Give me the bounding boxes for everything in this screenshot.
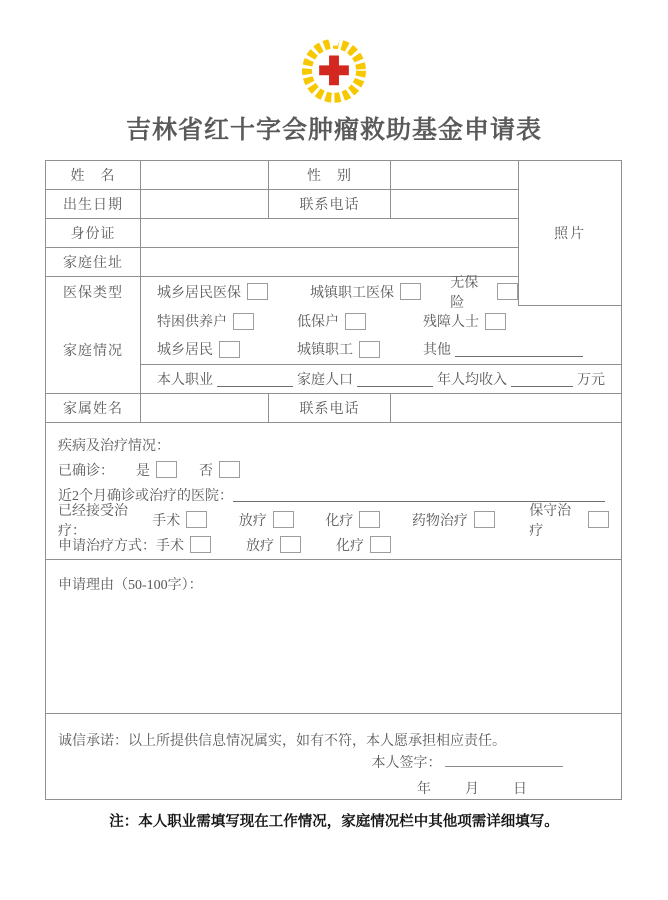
relative-phone-label: 联系电话 (269, 394, 391, 422)
diagnosed-label: 已确诊： (58, 463, 114, 479)
received-surgery-label: 手术 (152, 513, 181, 529)
diagnosed-yes (136, 460, 177, 480)
apply-chemo-label: 化疗 (336, 538, 364, 554)
insurance-employee-checkbox[interactable] (400, 283, 421, 300)
family-option-other (423, 339, 583, 359)
apply-radiation-label: 放疗 (246, 538, 274, 554)
family-check-line-1 (141, 307, 621, 335)
pledge-statement-line (58, 727, 609, 752)
red-cross-wreath-logo (298, 32, 370, 106)
household-blank[interactable] (357, 372, 433, 387)
family-other-blank[interactable] (455, 342, 583, 357)
received-option-radiation (239, 510, 326, 530)
household-label: 家庭人口 (297, 373, 353, 388)
name-input-cell[interactable] (141, 161, 269, 189)
apply-label: 申请治疗方式： (58, 538, 156, 554)
received-surgery-checkbox[interactable] (186, 511, 207, 528)
phone-input-cell[interactable] (391, 190, 519, 218)
signature-blank[interactable] (445, 752, 563, 767)
family-option-tekun-label: 特困供养户 (157, 315, 227, 330)
row-birth-phone (46, 190, 519, 219)
family-option-chengxiang-label: 城乡居民 (157, 343, 213, 358)
disease-heading (58, 432, 609, 457)
income-label: 年人均收入 (437, 373, 507, 388)
reason-block[interactable] (46, 560, 621, 714)
family-chengxiang-checkbox[interactable] (219, 341, 240, 358)
family-check-line-2 (141, 335, 621, 363)
footnote: 注：本人职业需填写现在工作情况，家庭情况栏中其他项需详细填写。 (109, 814, 559, 830)
apply-option-chemo (336, 535, 426, 555)
insurance-label: 医保类型 (46, 277, 141, 306)
family-option-dibao-label: 低保户 (297, 315, 339, 330)
signature-label: 本人签字： (371, 756, 442, 771)
received-chemo-label: 化疗 (325, 513, 354, 529)
top-left-rows (46, 161, 519, 311)
insurance-none-checkbox[interactable] (497, 283, 518, 300)
family-option-chengzhen-label: 城镇职工 (297, 343, 353, 358)
family-option-chengxiang (157, 339, 297, 359)
row-insurance (46, 275, 519, 311)
received-option-surgery (152, 510, 239, 530)
insurance-options (141, 275, 519, 311)
row-name-gender (46, 161, 519, 190)
family-option-chengzhen (297, 339, 423, 359)
apply-chemo-checkbox[interactable] (370, 536, 391, 553)
insurance-option-resident (157, 282, 310, 302)
received-label: 已经接受治疗： (58, 503, 128, 539)
insurance-option-resident-label: 城乡居民医保 (157, 285, 241, 301)
address-label: 家庭住址 (46, 248, 141, 276)
diagnosed-line (58, 457, 609, 482)
row-address (46, 248, 519, 277)
family-label: 家庭情况 (46, 306, 141, 393)
photo-cell[interactable] (519, 161, 621, 306)
name-label: 姓 名 (46, 161, 141, 189)
family-occupation-line (141, 365, 621, 393)
relative-name-input-cell[interactable] (141, 394, 269, 422)
family-tekun-checkbox[interactable] (233, 313, 254, 330)
gender-input-cell[interactable] (391, 161, 519, 189)
family-right (141, 306, 621, 393)
diagnosed-yes-label: 是 (136, 463, 150, 479)
red-cross-wreath-icon (298, 32, 370, 106)
id-label: 身份证 (46, 219, 141, 247)
pledge-block (46, 714, 621, 800)
disease-block (46, 423, 621, 560)
top-block (46, 161, 621, 311)
form-title: 吉林省红十字会肿瘤救助基金申请表 (125, 117, 542, 144)
received-conservative-checkbox[interactable] (588, 511, 609, 528)
family-option-canzhang (423, 311, 506, 331)
birth-label: 出生日期 (46, 190, 141, 218)
family-checks (141, 306, 621, 365)
reason-label: 申请理由（50-100字）： (58, 578, 203, 593)
pledge-statement: 诚信承诺：以上所提供信息情况属实，如有不符，本人愿承担相应责任。 (58, 733, 506, 749)
family-canzhang-checkbox[interactable] (485, 313, 506, 330)
birth-input-cell[interactable] (141, 190, 269, 218)
diagnosed-no-label: 否 (199, 463, 213, 479)
apply-radiation-checkbox[interactable] (280, 536, 301, 553)
family-option-canzhang-label: 残障人士 (423, 315, 479, 330)
apply-option-radiation (246, 535, 336, 555)
apply-treatment-line (58, 532, 609, 557)
hospital-label: 近2个月确诊或治疗的医院： (58, 488, 233, 504)
row-relative (46, 394, 621, 423)
income-unit: 万元 (577, 373, 605, 388)
diagnosed-no-checkbox[interactable] (219, 461, 240, 478)
relative-phone-input-cell[interactable] (391, 394, 621, 422)
date-line (58, 778, 609, 802)
photo-label: 照片 (554, 227, 587, 242)
relative-name-label: 家属姓名 (46, 394, 141, 422)
diagnosed-no (199, 460, 240, 480)
received-drug-label: 药物治疗 (411, 513, 468, 529)
phone-label: 联系电话 (269, 190, 391, 218)
gender-label: 性 别 (269, 161, 391, 189)
family-other-label: 其他 (423, 343, 451, 358)
family-dibao-checkbox[interactable] (345, 313, 366, 330)
insurance-option-none-label: 无保险 (450, 275, 479, 311)
received-conservative-label: 保守治疗 (529, 503, 572, 539)
insurance-resident-checkbox[interactable] (247, 283, 268, 300)
received-option-drug (412, 510, 529, 530)
apply-surgery-label: 手术 (156, 538, 184, 554)
apply-surgery-checkbox[interactable] (190, 536, 211, 553)
family-option-tekun (157, 311, 297, 331)
received-chemo-checkbox[interactable] (359, 511, 380, 528)
received-option-chemo (325, 510, 412, 530)
family-option-dibao (297, 311, 423, 331)
family-block (46, 306, 621, 394)
disease-heading-label: 疾病及治疗情况： (58, 438, 170, 454)
received-treatment-line (58, 503, 609, 539)
occupation-label: 本人职业 (157, 373, 213, 388)
received-option-conservative (529, 500, 609, 540)
received-radiation-label: 放疗 (238, 513, 267, 529)
apply-option-surgery (156, 535, 246, 555)
occupation-blank[interactable] (217, 372, 293, 387)
date-label: 年 月 日 (417, 782, 537, 797)
signature-line (58, 752, 609, 778)
family-chengzhen-checkbox[interactable] (359, 341, 380, 358)
received-drug-checkbox[interactable] (474, 511, 495, 528)
insurance-option-employee (310, 282, 450, 302)
id-boxes (141, 219, 519, 247)
row-id (46, 219, 519, 248)
income-blank[interactable] (511, 372, 573, 387)
form-table (45, 160, 622, 800)
diagnosed-yes-checkbox[interactable] (156, 461, 177, 478)
insurance-option-employee-label: 城镇职工医保 (310, 285, 395, 301)
received-radiation-checkbox[interactable] (273, 511, 294, 528)
